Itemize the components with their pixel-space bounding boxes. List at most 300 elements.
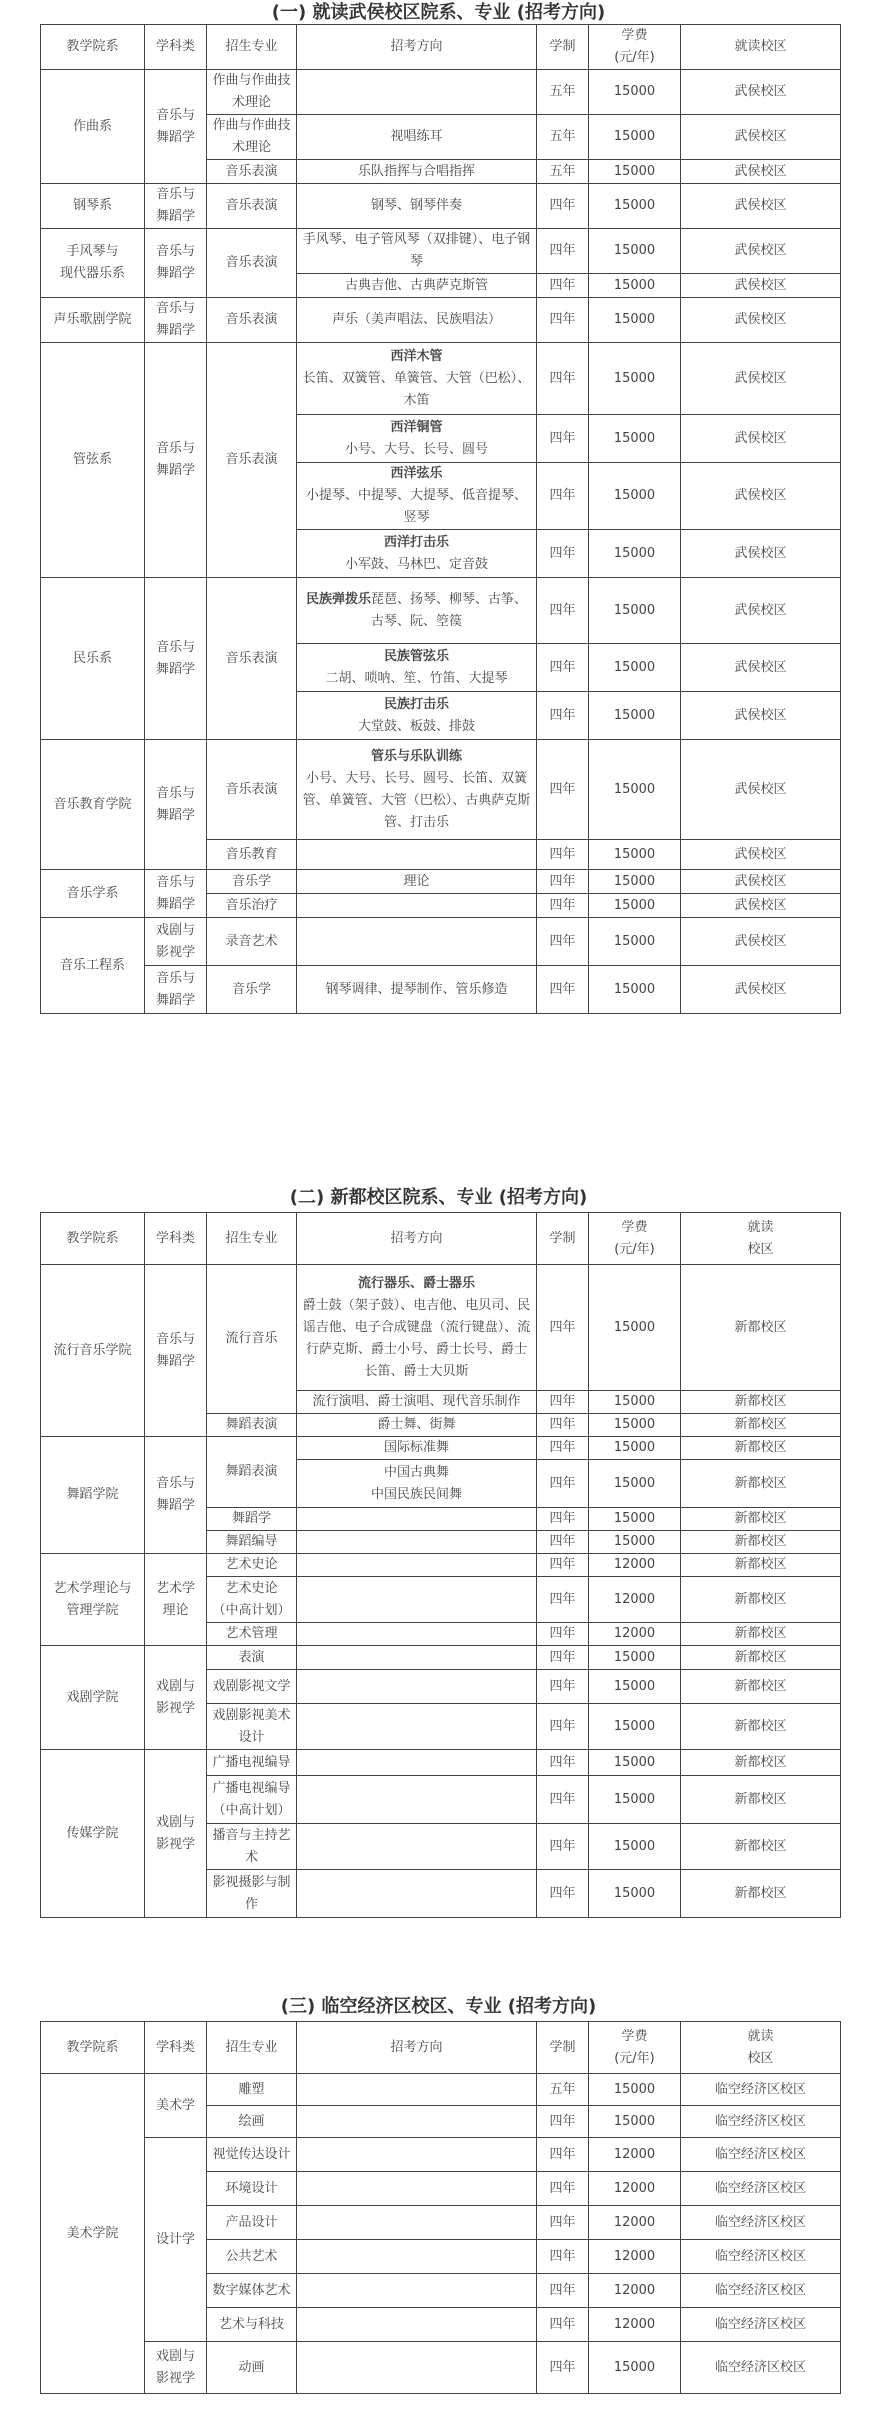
fee-cell: 12000 [589,1554,681,1577]
major-cell: 音乐表演 [207,229,297,298]
years-cell: 五年 [537,2074,589,2106]
fee-cell: 15000 [589,966,681,1014]
fee-cell: 15000 [589,1646,681,1670]
direction-text: 大堂鼓、板鼓、排鼓 [357,718,475,734]
category-cell: 戏剧与 影视学 [145,1750,207,1918]
campus-cell: 武侯校区 [681,115,841,160]
dept-cell: 美术学院 [41,2074,145,2394]
campus-cell: 武侯校区 [681,229,841,274]
fee-cell: 15000 [589,2106,681,2138]
years-cell: 四年 [537,1776,589,1824]
years-cell: 五年 [537,115,589,160]
campus-cell: 临空经济区校区 [681,2138,841,2172]
direction-heading: 西洋弦乐 [390,466,443,481]
years-cell: 四年 [537,1870,589,1918]
table-linkong [40,2021,841,2394]
direction-cell [297,1577,537,1623]
campus-cell: 临空经济区校区 [681,2074,841,2106]
years-cell: 四年 [537,1623,589,1646]
direction-text: 琵琶、扬琴、柳琴、古筝、古琴、阮、箜篌 [370,591,528,629]
direction-cell: 视唱练耳 [297,115,537,160]
campus-cell: 新都校区 [681,1646,841,1670]
campus-cell: 新都校区 [681,1554,841,1577]
campus-cell: 新都校区 [681,1437,841,1460]
dept-cell: 声乐歌剧学院 [41,298,145,343]
col-campus: 就读 校区 [681,2022,841,2074]
fee-cell: 15000 [589,1870,681,1918]
fee-cell: 15000 [589,298,681,343]
major-cell: 舞蹈表演 [207,1414,297,1437]
col-years: 学制 [537,2022,589,2074]
direction-cell: 理论 [297,870,537,894]
direction-cell [297,2308,537,2342]
category-cell: 音乐与 舞蹈学 [145,70,207,184]
col-fee: 学费 (元/年) [589,25,681,70]
major-cell: 音乐表演 [207,298,297,343]
major-cell: 视觉传达设计 [207,2138,297,2172]
direction-cell [297,740,537,840]
table-row [41,70,841,115]
dept-cell: 手风琴与 现代器乐系 [41,229,145,298]
direction-heading: 西洋木管 [390,348,443,364]
campus-cell: 武侯校区 [681,870,841,894]
direction-cell: 钢琴调律、提琴制作、管乐修造 [297,966,537,1014]
campus-cell: 新都校区 [681,1670,841,1704]
direction-cell [297,1750,537,1776]
years-cell: 四年 [537,463,589,530]
table-row [41,1265,841,1391]
fee-cell: 15000 [589,184,681,229]
major-cell: 音乐表演 [207,740,297,840]
category-cell: 音乐与 舞蹈学 [145,1437,207,1554]
table-row [41,918,841,966]
campus-cell: 武侯校区 [681,343,841,415]
col-years: 学制 [537,1213,589,1265]
major-cell: 音乐表演 [207,160,297,184]
col-dept: 教学院系 [41,2022,145,2074]
campus-cell: 新都校区 [681,1531,841,1554]
campus-cell: 新都校区 [681,1577,841,1623]
fee-cell: 15000 [589,463,681,530]
fee-cell: 15000 [589,1460,681,1508]
campus-cell: 新都校区 [681,1750,841,1776]
major-cell: 舞蹈学 [207,1508,297,1531]
years-cell: 四年 [537,2240,589,2274]
category-cell: 美术学 [145,2074,207,2138]
years-cell: 四年 [537,2274,589,2308]
fee-cell: 15000 [589,1391,681,1414]
campus-cell: 武侯校区 [681,298,841,343]
fee-cell: 15000 [589,70,681,115]
direction-cell [297,70,537,115]
table-row [41,229,841,274]
col-dept: 教学院系 [41,1213,145,1265]
table-row [41,740,841,840]
major-cell: 艺术与科技 [207,2308,297,2342]
direction-cell [297,1704,537,1750]
dept-cell: 民乐系 [41,578,145,740]
campus-cell: 武侯校区 [681,274,841,298]
direction-cell [297,2342,537,2394]
fee-cell: 15000 [589,229,681,274]
campus-cell: 临空经济区校区 [681,2172,841,2206]
table-row [41,578,841,644]
col-category: 学科类 [145,1213,207,1265]
direction-cell [297,1776,537,1824]
direction-cell [297,415,537,463]
fee-cell: 15000 [589,1776,681,1824]
direction-cell [297,2172,537,2206]
major-cell: 广播电视编导 [207,1750,297,1776]
fee-cell: 15000 [589,692,681,740]
years-cell: 四年 [537,870,589,894]
major-cell: 音乐学 [207,870,297,894]
fee-cell: 12000 [589,1623,681,1646]
campus-cell: 新都校区 [681,1870,841,1918]
direction-cell [297,644,537,692]
table-row [41,2074,841,2106]
years-cell: 四年 [537,1508,589,1531]
years-cell: 四年 [537,966,589,1014]
major-cell: 雕塑 [207,2074,297,2106]
dept-cell: 钢琴系 [41,184,145,229]
fee-cell: 15000 [589,578,681,644]
category-cell: 音乐与 舞蹈学 [145,184,207,229]
direction-heading: 民族打击乐 [383,696,449,712]
years-cell: 四年 [537,1414,589,1437]
years-cell: 四年 [537,894,589,918]
campus-cell: 临空经济区校区 [681,2274,841,2308]
dept-cell: 音乐教育学院 [41,740,145,870]
table-wuhou [40,24,841,1014]
direction-text: 小号、大号、长号、圆号 [344,441,488,457]
major-cell: 音乐表演 [207,184,297,229]
campus-cell: 武侯校区 [681,966,841,1014]
campus-cell: 武侯校区 [681,184,841,229]
years-cell: 四年 [537,415,589,463]
fee-cell: 15000 [589,1704,681,1750]
table-row [41,1554,841,1577]
fee-cell: 15000 [589,160,681,184]
category-cell: 音乐与 舞蹈学 [145,1265,207,1437]
category-cell: 音乐与 舞蹈学 [145,578,207,740]
campus-cell: 武侯校区 [681,530,841,578]
section-title-1: (一) 就读武侯校区院系、专业 (招考方向) [271,2,606,23]
major-cell: 戏剧影视美术 设计 [207,1704,297,1750]
fee-cell: 15000 [589,1414,681,1437]
campus-cell: 临空经济区校区 [681,2106,841,2138]
direction-cell: 手风琴、电子管风琴（双排键）、电子钢琴 [297,229,537,274]
dept-cell: 音乐学系 [41,870,145,918]
years-cell: 四年 [537,644,589,692]
fee-cell: 15000 [589,918,681,966]
years-cell: 四年 [537,918,589,966]
category-cell: 戏剧与 影视学 [145,1646,207,1750]
direction-cell: 国际标准舞 [297,1437,537,1460]
major-cell: 广播电视编导 （中高计划） [207,1776,297,1824]
direction-cell [297,343,537,415]
years-cell: 四年 [537,2342,589,2394]
section-title-2: (二) 新都校区院系、专业 (招考方向) [289,1187,588,1208]
direction-cell: 中国古典舞 中国民族民间舞 [297,1460,537,1508]
major-cell: 艺术史论 （中高计划） [207,1577,297,1623]
major-cell: 舞蹈编导 [207,1531,297,1554]
campus-cell: 临空经济区校区 [681,2240,841,2274]
fee-cell: 12000 [589,2240,681,2274]
direction-cell [297,2074,537,2106]
campus-cell: 临空经济区校区 [681,2206,841,2240]
campus-cell: 临空经济区校区 [681,2308,841,2342]
category-cell: 音乐与 舞蹈学 [145,966,207,1014]
major-cell: 作曲与作曲技 术理论 [207,115,297,160]
table-row [41,343,841,415]
table-row [41,2138,841,2172]
col-direction: 招考方向 [297,25,537,70]
campus-cell: 新都校区 [681,1776,841,1824]
direction-text: 小军鼓、马林巴、定音鼓 [344,556,488,572]
years-cell: 四年 [537,229,589,274]
direction-cell [297,2206,537,2240]
fee-cell: 15000 [589,1670,681,1704]
years-cell: 四年 [537,578,589,644]
direction-cell: 声乐（美声唱法、民族唱法） [297,298,537,343]
dept-cell: 流行音乐学院 [41,1265,145,1437]
years-cell: 四年 [537,840,589,870]
direction-cell [297,1670,537,1704]
direction-cell [297,692,537,740]
table-header [41,25,841,70]
years-cell: 五年 [537,70,589,115]
direction-cell: 爵士舞、街舞 [297,1414,537,1437]
years-cell: 四年 [537,530,589,578]
direction-text: 长笛、双簧管、单簧管、大管（巴松）、木笛 [302,370,531,408]
major-cell: 艺术管理 [207,1623,297,1646]
major-cell: 舞蹈表演 [207,1437,297,1508]
campus-cell: 临空经济区校区 [681,2342,841,2394]
major-cell: 影视摄影与制 作 [207,1870,297,1918]
category-cell: 艺术学 理论 [145,1554,207,1646]
category-cell: 戏剧与 影视学 [145,918,207,966]
years-cell: 四年 [537,692,589,740]
years-cell: 四年 [537,1646,589,1670]
years-cell: 四年 [537,1391,589,1414]
direction-text: 小号、大号、长号、圆号、长笛、双簧管、单簧管、大管（巴松）、古典萨克斯管、打击乐 [302,770,531,830]
direction-cell [297,1870,537,1918]
campus-cell: 新都校区 [681,1824,841,1870]
table-header [41,1213,841,1265]
direction-cell [297,2106,537,2138]
major-cell: 环境设计 [207,2172,297,2206]
direction-cell [297,1265,537,1391]
col-years: 学制 [537,25,589,70]
campus-cell: 武侯校区 [681,578,841,644]
major-cell: 录音艺术 [207,918,297,966]
dept-cell: 戏剧学院 [41,1646,145,1750]
direction-cell: 钢琴、钢琴伴奏 [297,184,537,229]
direction-text: 小提琴、中提琴、大提琴、低音提琴、竖琴 [305,488,527,525]
table-row [41,1750,841,1776]
fee-cell: 15000 [589,1265,681,1391]
fee-cell: 12000 [589,1577,681,1623]
fee-cell: 15000 [589,644,681,692]
section-title-3: (三) 临空经济区校区、专业 (招考方向) [280,1996,597,2017]
category-cell: 设计学 [145,2138,207,2342]
direction-heading: 流行器乐、爵士器乐 [357,1275,475,1291]
years-cell: 四年 [537,1670,589,1704]
table-row [41,2342,841,2394]
fee-cell: 15000 [589,870,681,894]
fee-cell: 15000 [589,1531,681,1554]
fee-cell: 15000 [589,840,681,870]
col-dept: 教学院系 [41,25,145,70]
direction-heading: 西洋打击乐 [383,534,449,550]
years-cell: 四年 [537,1531,589,1554]
campus-cell: 新都校区 [681,1623,841,1646]
major-cell: 绘画 [207,2106,297,2138]
dept-cell: 管弦系 [41,343,145,578]
major-cell: 产品设计 [207,2206,297,2240]
category-cell: 音乐与 舞蹈学 [145,740,207,870]
fee-cell: 12000 [589,2206,681,2240]
campus-cell: 武侯校区 [681,70,841,115]
major-cell: 播音与主持艺 术 [207,1824,297,1870]
years-cell: 五年 [537,160,589,184]
direction-cell [297,1554,537,1577]
direction-cell: 古典吉他、古典萨克斯管 [297,274,537,298]
table-row [41,298,841,343]
major-cell: 艺术史论 [207,1554,297,1577]
fee-cell: 15000 [589,740,681,840]
direction-cell [297,2138,537,2172]
dept-cell: 舞蹈学院 [41,1437,145,1554]
campus-cell: 新都校区 [681,1265,841,1391]
dept-cell: 音乐工程系 [41,918,145,1014]
fee-cell: 15000 [589,1750,681,1776]
direction-cell [297,2274,537,2308]
direction-cell [297,2240,537,2274]
table-row [41,870,841,894]
table-row [41,184,841,229]
years-cell: 四年 [537,1824,589,1870]
years-cell: 四年 [537,1750,589,1776]
direction-text: 二胡、唢呐、笙、竹笛、大提琴 [325,670,508,686]
col-direction: 招考方向 [297,1213,537,1265]
major-cell: 戏剧影视文学 [207,1670,297,1704]
fee-cell: 15000 [589,115,681,160]
years-cell: 四年 [537,740,589,840]
fee-cell: 12000 [589,2274,681,2308]
fee-cell: 15000 [589,343,681,415]
major-cell: 表演 [207,1646,297,1670]
years-cell: 四年 [537,2138,589,2172]
category-cell: 戏剧与 影视学 [145,2342,207,2394]
years-cell: 四年 [537,343,589,415]
major-cell: 音乐教育 [207,840,297,870]
fee-cell: 15000 [589,2074,681,2106]
direction-cell: 乐队指挥与合唱指挥 [297,160,537,184]
col-direction: 招考方向 [297,2022,537,2074]
table-row [41,966,841,1014]
years-cell: 四年 [537,2206,589,2240]
fee-cell: 15000 [589,274,681,298]
col-fee: 学费 (元/年) [589,2022,681,2074]
years-cell: 四年 [537,2308,589,2342]
col-category: 学科类 [145,2022,207,2074]
col-major: 招生专业 [207,2022,297,2074]
major-cell: 作曲与作曲技 术理论 [207,70,297,115]
years-cell: 四年 [537,1577,589,1623]
years-cell: 四年 [537,1554,589,1577]
direction-cell [297,1824,537,1870]
major-cell: 流行音乐 [207,1265,297,1414]
col-campus: 就读校区 [681,25,841,70]
fee-cell: 12000 [589,2138,681,2172]
years-cell: 四年 [537,184,589,229]
table-row [41,1646,841,1670]
fee-cell: 15000 [589,1824,681,1870]
col-fee: 学费 (元/年) [589,1213,681,1265]
direction-cell [297,578,537,644]
years-cell: 四年 [537,298,589,343]
campus-cell: 武侯校区 [681,918,841,966]
campus-cell: 武侯校区 [681,415,841,463]
fee-cell: 15000 [589,2342,681,2394]
direction-heading: 管乐与乐队训练 [370,748,462,764]
category-cell: 音乐与 舞蹈学 [145,870,207,918]
direction-heading: 民族弹拨乐 [305,591,371,607]
campus-cell: 新都校区 [681,1704,841,1750]
major-cell: 动画 [207,2342,297,2394]
direction-cell [297,840,537,870]
direction-cell [297,1508,537,1531]
direction-text: 爵士鼓（架子鼓）、电吉他、电贝司、民谣吉他、电子合成键盘（流行键盘）、流行萨克斯、爵士小号、爵士长号、爵士长笛、爵士大贝斯 [302,1297,531,1379]
direction-cell [297,1646,537,1670]
col-major: 招生专业 [207,25,297,70]
campus-cell: 武侯校区 [681,160,841,184]
years-cell: 四年 [537,1460,589,1508]
campus-cell: 新都校区 [681,1414,841,1437]
direction-cell: 流行演唱、爵士演唱、现代音乐制作 [297,1391,537,1414]
fee-cell: 12000 [589,2172,681,2206]
major-cell: 音乐治疗 [207,894,297,918]
dept-cell: 作曲系 [41,70,145,184]
fee-cell: 15000 [589,415,681,463]
direction-heading: 西洋铜管 [390,419,443,435]
campus-cell: 新都校区 [681,1391,841,1414]
table-header [41,2022,841,2074]
campus-cell: 武侯校区 [681,740,841,840]
years-cell: 四年 [537,1265,589,1391]
fee-cell: 15000 [589,894,681,918]
fee-cell: 12000 [589,2308,681,2342]
campus-cell: 武侯校区 [681,692,841,740]
direction-cell [297,1531,537,1554]
years-cell: 四年 [537,1704,589,1750]
dept-cell: 艺术学理论与 管理学院 [41,1554,145,1646]
col-campus: 就读 校区 [681,1213,841,1265]
major-cell: 音乐学 [207,966,297,1014]
direction-cell [297,463,537,530]
campus-cell: 新都校区 [681,1508,841,1531]
direction-cell [297,530,537,578]
years-cell: 四年 [537,2172,589,2206]
direction-cell [297,918,537,966]
category-cell: 音乐与 舞蹈学 [145,229,207,298]
campus-cell: 武侯校区 [681,463,841,530]
campus-cell: 武侯校区 [681,894,841,918]
campus-cell: 新都校区 [681,1460,841,1508]
years-cell: 四年 [537,1437,589,1460]
